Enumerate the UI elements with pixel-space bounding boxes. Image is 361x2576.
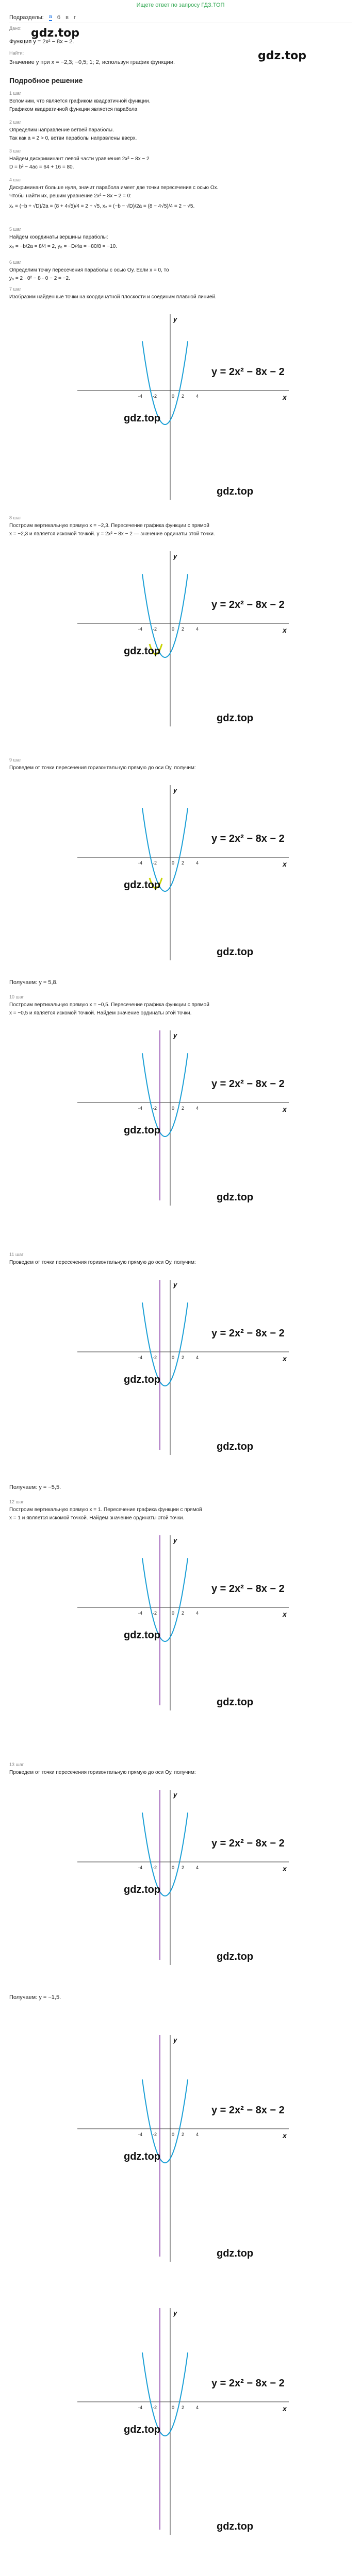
- tick-label: 2: [182, 626, 185, 632]
- tick-label: -4: [138, 860, 143, 866]
- tick-label: 0: [172, 1865, 175, 1870]
- parabola-graph: [0, 1780, 361, 1975]
- step-label: 3 шаг: [9, 148, 22, 154]
- step-text: Проведем от точки пересечения горизонтальную прямую до оси Oy, получим:: [9, 1770, 196, 1775]
- step-text: x₀ = −b/2a = 8/4 = 2, y₀ = −D/4a = −80/8 = −10.: [9, 244, 118, 249]
- tick-label: 4: [196, 1611, 199, 1616]
- watermark: gdz.top: [124, 646, 161, 657]
- equation-label: y = 2x² − 8x − 2: [211, 1838, 285, 1849]
- x-axis-label: x: [283, 2404, 287, 2413]
- x-axis-label: x: [283, 1610, 287, 1618]
- y-axis-label: y: [173, 1791, 177, 1799]
- top-notice[interactable]: Ищете ответ по запросу ГДЗ.ТОП: [136, 2, 225, 8]
- tab-a[interactable]: а: [49, 13, 52, 21]
- tick-label: 4: [196, 1865, 199, 1870]
- y-axis-label: y: [173, 315, 177, 323]
- step-text: Проведем от точки пересечения горизонтальную прямую до оси Oy, получим:: [9, 1260, 196, 1265]
- tab-b[interactable]: б: [57, 14, 61, 21]
- parabola-graph: [0, 775, 361, 971]
- tick-label: 0: [172, 1611, 175, 1616]
- tick-label: 4: [196, 626, 199, 632]
- equation-label: y = 2x² − 8x − 2: [211, 1078, 285, 1090]
- equation-label: y = 2x² − 8x − 2: [211, 1583, 285, 1595]
- step-text: Дискриминант больше нуля, значит парабола имеет две точки пересечения с осью Ox.: [9, 185, 219, 191]
- tick-label: -4: [138, 626, 143, 632]
- step-label: 7 шаг: [9, 286, 22, 292]
- step-text: Графиком квадратичной функции является парабола: [9, 107, 138, 112]
- tick-label: -4: [138, 2405, 143, 2410]
- x-axis-label: x: [283, 2131, 287, 2140]
- step-label: 4 шаг: [9, 177, 22, 182]
- watermark: gdz.top: [124, 879, 161, 891]
- watermark: gdz.top: [258, 49, 307, 62]
- watermark: gdz.top: [217, 1441, 254, 1452]
- find-label: Найти:: [9, 50, 24, 56]
- x-axis-label: x: [283, 1865, 287, 1873]
- step-text: Так как a = 2 > 0, ветви параболы направлены вверх.: [9, 135, 137, 141]
- parabola-curve: [142, 2352, 188, 2436]
- step-text: Изобразим найденные точки на координатной плоскости и соединим плавной линией.: [9, 294, 217, 300]
- step-label: 9 шаг: [9, 757, 22, 762]
- tick-label: 2: [182, 1611, 185, 1616]
- tick-label: 2: [182, 2405, 185, 2410]
- task-question: Значение y при x = −2,3; −0,5; 1; 2, используя график функции.: [9, 59, 175, 65]
- watermark: gdz.top: [217, 1951, 254, 1962]
- step-text: Найдем дискриминант левой части уравнения 2x² − 8x − 2: [9, 156, 150, 162]
- tick-label: -2: [153, 626, 157, 632]
- watermark: gdz.top: [31, 27, 80, 40]
- tick-label: 2: [182, 1865, 185, 1870]
- tick-label: 4: [196, 2132, 199, 2137]
- tabs-label: Подразделы:: [9, 14, 44, 21]
- solution-title: Подробное решение: [9, 76, 83, 84]
- watermark: gdz.top: [124, 1374, 161, 1385]
- watermark: gdz.top: [124, 413, 161, 424]
- step-text: Построим вертикальную прямую x = 1. Пересечение графика функции с прямой: [9, 1507, 202, 1513]
- tick-label: 0: [172, 1106, 175, 1111]
- watermark: gdz.top: [124, 1884, 161, 1895]
- y-axis-label: y: [173, 1031, 177, 1039]
- parabola-curve: [142, 2079, 188, 2163]
- parabola-graph: [0, 541, 361, 737]
- tick-label: -2: [153, 1865, 157, 1870]
- watermark: gdz.top: [217, 946, 254, 958]
- x-axis-label: x: [283, 1354, 287, 1363]
- step-label: 8 шаг: [9, 515, 22, 520]
- tick-label: 0: [172, 394, 175, 399]
- tick-label: 0: [172, 626, 175, 632]
- equation-label: y = 2x² − 8x − 2: [211, 366, 285, 378]
- tick-label: 2: [182, 1355, 185, 1360]
- watermark: gdz.top: [217, 713, 254, 724]
- result-text: Получаем: y = −5,5.: [9, 1484, 61, 1490]
- tick-label: 2: [182, 860, 185, 866]
- step-text: x = −2,3 и является искомой точкой. y = 2x² − 8x − 2 — значение ординаты этой точки.: [9, 531, 215, 537]
- y-axis-label: y: [173, 1536, 177, 1544]
- tick-label: 0: [172, 2405, 175, 2410]
- equation-label: y = 2x² − 8x − 2: [211, 1328, 285, 1339]
- tab-g[interactable]: г: [73, 14, 76, 21]
- step-label: 6 шаг: [9, 260, 22, 265]
- equation-label: y = 2x² − 8x − 2: [211, 2378, 285, 2389]
- y-axis-label: y: [173, 786, 177, 794]
- parabola-curve: [142, 1053, 188, 1137]
- y-axis-label: y: [173, 2309, 177, 2317]
- parabola-curve: [142, 1812, 188, 1896]
- tick-label: -4: [138, 1611, 143, 1616]
- watermark: gdz.top: [124, 2151, 161, 2162]
- result-text: Получаем: y = 5,8.: [9, 979, 58, 986]
- step-text: D = b² − 4ac = 64 + 16 = 80.: [9, 164, 74, 170]
- tick-label: -2: [153, 394, 157, 399]
- tick-label: -4: [138, 1355, 143, 1360]
- step-text: Построим вертикальную прямую x = −2,3. Пересечение графика функции с прямой: [9, 523, 209, 529]
- x-axis-label: x: [283, 1105, 287, 1113]
- equation-label: y = 2x² − 8x − 2: [211, 2105, 285, 2116]
- equation-label: y = 2x² − 8x − 2: [211, 833, 285, 844]
- step-label: 12 шаг: [9, 1499, 24, 1504]
- step-text: x₁ = (−b + √D)/2a = (8 + 4√5)/4 = 2 + √5, x₂ = (−b − √D)/2a = (8 − 4√5)/4 = 2 − √5.: [9, 204, 195, 209]
- parabola-graph: [0, 1525, 361, 1721]
- watermark: gdz.top: [217, 486, 254, 497]
- step-label: 5 шаг: [9, 227, 22, 232]
- watermark: gdz.top: [124, 2424, 161, 2435]
- parabola-graph: [0, 304, 361, 510]
- y-axis-label: y: [173, 1281, 177, 1289]
- parabola-curve: [142, 1558, 188, 1641]
- tick-label: -4: [138, 1106, 143, 1111]
- x-axis-label: x: [283, 393, 287, 401]
- step-label: 11 шаг: [9, 1252, 24, 1257]
- tick-label: -2: [153, 1355, 157, 1360]
- step-label: 1 шаг: [9, 91, 22, 96]
- tick-label: 2: [182, 2132, 185, 2137]
- watermark: gdz.top: [217, 2521, 254, 2532]
- tick-label: -4: [138, 2132, 143, 2137]
- parabola-curve: [142, 1302, 188, 1386]
- tick-label: 0: [172, 2132, 175, 2137]
- tick-label: -2: [153, 2405, 157, 2410]
- watermark: gdz.top: [217, 2248, 254, 2259]
- step-text: Построим вертикальную прямую x = −0,5. Пересечение графика функции с прямой: [9, 1002, 209, 1008]
- parabola-graph: [0, 2298, 361, 2545]
- subsection-tabs: [9, 13, 76, 21]
- step-text: y₀ = 2 · 0² − 8 · 0 − 2 = −2.: [9, 276, 70, 281]
- equation-label: y = 2x² − 8x − 2: [211, 599, 285, 611]
- tick-label: 4: [196, 2405, 199, 2410]
- step-label: 13 шаг: [9, 1762, 24, 1767]
- step-text: Определим направление ветвей параболы.: [9, 127, 114, 133]
- tick-label: 4: [196, 1355, 199, 1360]
- watermark: gdz.top: [217, 1697, 254, 1708]
- given-label: Дано:: [9, 26, 22, 31]
- parabola-curve: [142, 341, 188, 425]
- y-axis-label: y: [173, 552, 177, 560]
- watermark: gdz.top: [124, 1630, 161, 1641]
- step-text: Вспомним, что является графиком квадратичной функции.: [9, 98, 151, 104]
- watermark: gdz.top: [124, 1125, 161, 1136]
- step-text: x = 1 и является искомой точкой. Найдем значение ординаты этой точки.: [9, 1515, 185, 1521]
- tick-label: -2: [153, 1611, 157, 1616]
- tick-label: -2: [153, 860, 157, 866]
- parabola-graph: [0, 2025, 361, 2272]
- task-function: Функция y = 2x² − 8x − 2.: [9, 39, 74, 45]
- tick-label: 4: [196, 1106, 199, 1111]
- tick-label: 0: [172, 1355, 175, 1360]
- x-axis-label: x: [283, 860, 287, 868]
- step-text: Определим точку пересечения параболы с осью Oy. Если x = 0, то: [9, 267, 169, 273]
- step-text: x = −0,5 и является искомой точкой. Найдем значение ординаты этой точки.: [9, 1010, 192, 1016]
- parabola-graph: [0, 1020, 361, 1216]
- tick-label: 0: [172, 860, 175, 866]
- watermark: gdz.top: [217, 1192, 254, 1203]
- x-axis-label: x: [283, 626, 287, 634]
- result-text: Получаем: y = −1,5.: [9, 1994, 61, 2001]
- tick-label: -2: [153, 1106, 157, 1111]
- tick-label: 4: [196, 394, 199, 399]
- y-axis-label: y: [173, 2036, 177, 2044]
- tick-label: -4: [138, 394, 143, 399]
- step-label: 2 шаг: [9, 120, 22, 125]
- step-text: Проведем от точки пересечения горизонтальную прямую до оси Oy, получим:: [9, 765, 196, 771]
- tick-label: -4: [138, 1865, 143, 1870]
- parabola-graph: [0, 1269, 361, 1465]
- tab-v[interactable]: в: [65, 14, 69, 21]
- tick-label: -2: [153, 2132, 157, 2137]
- step-label: 10 шаг: [9, 994, 24, 999]
- tick-label: 4: [196, 860, 199, 866]
- step-text: Найдем координаты вершины параболы:: [9, 234, 108, 240]
- tick-label: 2: [182, 1106, 185, 1111]
- tick-label: 2: [182, 394, 185, 399]
- step-text: Чтобы найти их, решим уравнение 2x² − 8x − 2 = 0:: [9, 193, 132, 199]
